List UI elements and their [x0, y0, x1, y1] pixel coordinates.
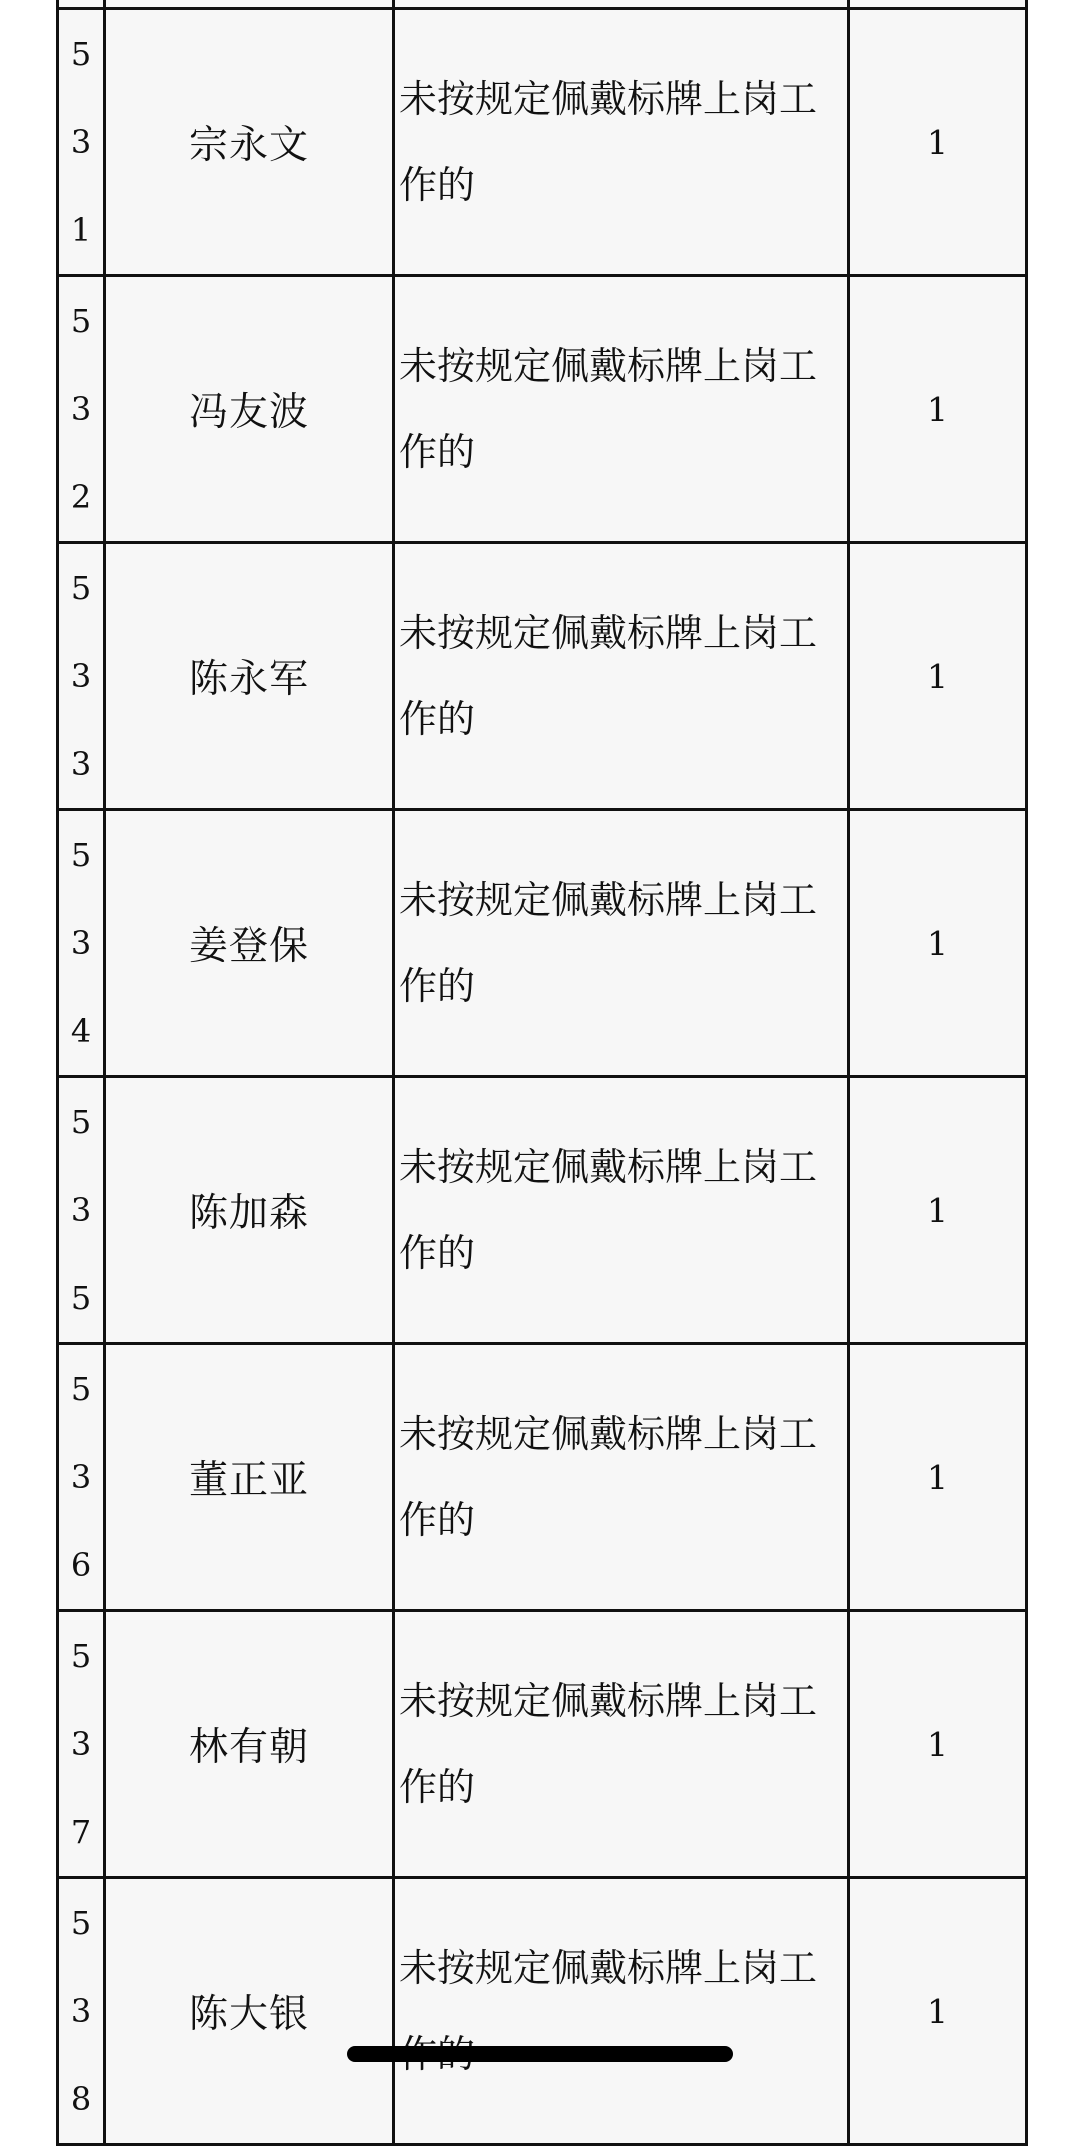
score-cell — [849, 543, 1027, 810]
reason-cell — [394, 276, 849, 543]
row-number: 532 — [70, 302, 92, 516]
deduction-score: 1 — [927, 122, 948, 162]
deduction-score: 1 — [927, 1457, 948, 1497]
person-name: 陈大银 — [188, 1992, 309, 2037]
violation-table — [56, 0, 1028, 2146]
row-number-cell — [58, 0, 105, 9]
deduction-score: 1 — [927, 389, 948, 429]
violation-reason: 未按规定佩戴标牌上岗工作的 — [399, 344, 818, 474]
table-row — [58, 276, 1027, 543]
score-cell — [849, 1611, 1027, 1878]
table-row — [58, 810, 1027, 1077]
name-cell — [105, 543, 394, 810]
reason-cell — [394, 0, 849, 9]
deduction-score: 1 — [927, 1190, 948, 1230]
row-number-cell — [58, 1878, 105, 2145]
row-number-cell — [58, 810, 105, 1077]
person-name: 林有朝 — [188, 1725, 309, 1770]
violation-reason: 未按规定佩戴标牌上岗工作的 — [399, 1412, 818, 1542]
person-name: 董正亚 — [188, 1458, 309, 1503]
score-cell — [849, 9, 1027, 276]
name-cell — [105, 1077, 394, 1344]
violation-reason: 未按规定佩戴标牌上岗工作的 — [399, 878, 818, 1008]
table-row — [58, 543, 1027, 810]
reason-cell — [394, 1344, 849, 1611]
score-cell — [849, 1878, 1027, 2145]
row-number: 534 — [70, 836, 92, 1050]
row-number: 531 — [70, 35, 92, 249]
deduction-score: 1 — [927, 1991, 948, 2031]
table-row — [58, 1611, 1027, 1878]
name-cell — [105, 810, 394, 1077]
reason-cell — [394, 1878, 849, 2145]
score-cell — [849, 0, 1027, 9]
score-cell — [849, 276, 1027, 543]
violation-reason: 未按规定佩戴标牌上岗工作的 — [399, 1145, 818, 1275]
name-cell — [105, 9, 394, 276]
table-row — [58, 1878, 1027, 2145]
name-cell — [105, 276, 394, 543]
reason-cell — [394, 810, 849, 1077]
violation-reason: 未按规定佩戴标牌上岗工作的 — [399, 77, 818, 207]
reason-cell — [394, 543, 849, 810]
row-number: 533 — [70, 569, 92, 783]
row-number-cell — [58, 1611, 105, 1878]
row-number-cell — [58, 1344, 105, 1611]
person-name: 陈永军 — [188, 657, 309, 702]
table-row — [58, 9, 1027, 276]
deduction-score: 1 — [927, 656, 948, 696]
home-indicator-bar[interactable] — [347, 2046, 733, 2062]
person-name: 姜登保 — [188, 924, 309, 969]
violation-reason: 未按规定佩戴标牌上岗工 — [399, 1946, 818, 1990]
score-cell — [849, 1344, 1027, 1611]
row-number-cell — [58, 1077, 105, 1344]
reason-cell — [394, 9, 849, 276]
name-cell — [105, 1611, 394, 1878]
violation-reason: 未按规定佩戴标牌上岗工作的 — [399, 1679, 818, 1809]
table-row — [58, 1077, 1027, 1344]
person-name: 冯友波 — [188, 390, 309, 435]
name-cell — [105, 1344, 394, 1611]
score-cell — [849, 1077, 1027, 1344]
deduction-score: 1 — [927, 1724, 948, 1764]
row-number-cell — [58, 276, 105, 543]
name-cell — [105, 0, 394, 9]
violation-reason: 未按规定佩戴标牌上岗工作的 — [399, 611, 818, 741]
reason-cell — [394, 1077, 849, 1344]
row-number-cell — [58, 9, 105, 276]
table-row — [58, 1344, 1027, 1611]
row-number-cell — [58, 543, 105, 810]
row-number — [68, 0, 94, 7]
person-name: 宗永文 — [188, 123, 309, 168]
reason-cell — [394, 1611, 849, 1878]
table-row — [58, 0, 1027, 9]
row-number: 537 — [70, 1637, 92, 1851]
name-cell — [105, 1878, 394, 2145]
row-number: 536 — [70, 1370, 92, 1584]
person-name: 陈加森 — [188, 1191, 309, 1236]
row-number: 538 — [70, 1904, 92, 2118]
score-cell — [849, 810, 1027, 1077]
deduction-score: 1 — [927, 923, 948, 963]
row-number: 535 — [70, 1103, 92, 1317]
